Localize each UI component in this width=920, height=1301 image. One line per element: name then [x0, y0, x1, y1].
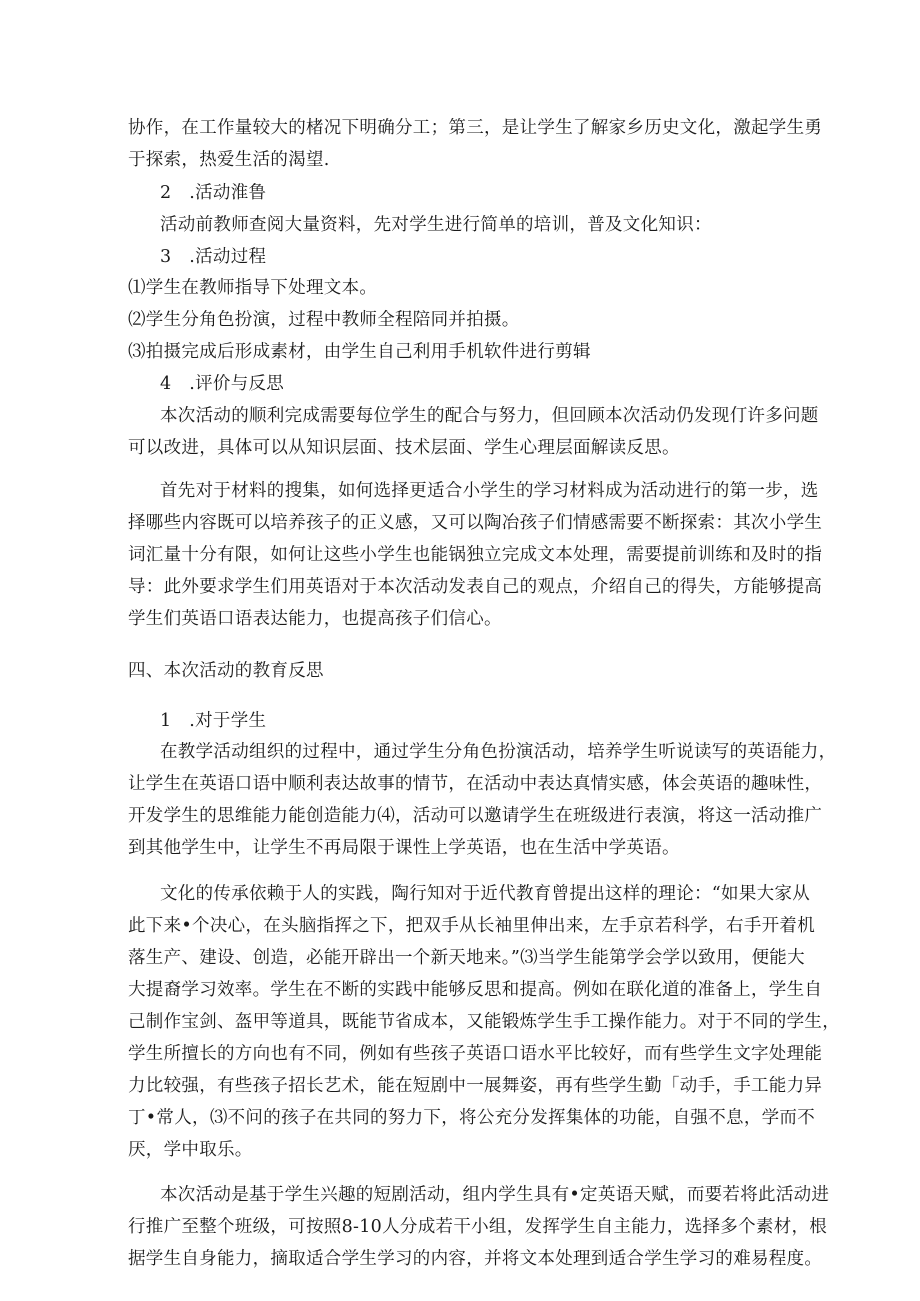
paragraph-line: 落生产、建设、创造，必能开辟出一个新天地来。”⑶当学生能第学会学以致用，便能大: [128, 948, 805, 968]
paragraph-line: 导：此外要求学生们用英语对于本次活动发表自己的观点，介绍自己的得失，方能够提高: [128, 577, 823, 597]
paragraph-line: 活动前教师查阅大量资料，先对学生进行简单的培训，普及文化知识：: [160, 215, 712, 235]
paragraph-line: 择哪些内容既可以培养孩子的正义感，又可以陶冶孩子们情感需要不断探索：其次小学生: [128, 513, 823, 533]
section-heading-eval: 4 .评价与反思: [160, 374, 285, 394]
paragraph-line: 大提裔学习效率。学生在不断的实践中能够反思和提高。例如在联化道的准备上，学生自: [128, 980, 823, 1000]
paragraph-line: 学生所擅长的方向也有不同，例如有些孩子英语口语水平比较好，而有些学生文字处理能: [128, 1044, 823, 1064]
section-heading-process: 3 .活动过程: [160, 247, 267, 267]
paragraph-line: 让学生在英语口语中顺利表达故事的情节，在活动中表达真情实感，体会英语的趣味性，: [128, 774, 823, 794]
paragraph-line: 于探索，热爱生活的渴望.: [128, 150, 330, 170]
paragraph-line: 在教学活动组织的过程中，通过学生分角色扮演活动，培养学生听说读写的英语能力，: [160, 742, 837, 762]
paragraph-line: 丁•常人，⑶不问的孩子在共同的努力下，将公充分发挥集体的功能，自强不息，学而不: [128, 1108, 816, 1128]
section-title: 四、本次活动的教育反思: [128, 661, 324, 681]
section-heading-prep: 2 .活动淮鲁: [160, 183, 267, 203]
paragraph-line: 据学生自身能力，摘取适合学生学习的内容，并将文本处理到适合学生学习的难易程度。: [128, 1249, 823, 1269]
paragraph-line: 文化的传承依赖于人的实践，陶行知对于近代教育曾提出这样的理论：“如果大家从: [160, 884, 811, 904]
paragraph-line: 协作，在工作量较大的楮况下明确分工；第三，是让学生了解家乡历史文化，激起学生勇: [128, 118, 823, 138]
section-heading-students: 1 .对于学生: [160, 711, 267, 731]
paragraph-line: 首先对于材料的搜集，如何选择更适合小学生的学习材料成为活动进行的第一步，选: [160, 481, 819, 501]
paragraph-line: 本次活动的顺利完成需要每位学生的配合与努力，但回顾本次活动仍发现仃许多问题: [160, 406, 819, 426]
paragraph-line: 力比较强，有些孩子招长艺术，能在短剧中一展舞姿，再有些学生勤「动手，手工能力异: [128, 1076, 823, 1096]
paragraph-line: 学生们英语口语表达能力，也提高孩子们信心。: [128, 609, 502, 629]
list-item: ⑶拍摄完成后形成素材，由学生自己利用手机软件进行剪辑: [128, 342, 591, 362]
paragraph-line: 本次活动是基于学生兴趣的短剧活动，组内学生具有•定英语天赋，而要若将此活动进: [160, 1185, 830, 1205]
paragraph-line: 此下来•个决心，在头脑指挥之下，把双手从长袖里伸出来，左手京若科学，右手开着机: [128, 916, 816, 936]
paragraph-line: 可以改进，具体可以从知识层面、技术层面、学生心理层面解读反思。: [128, 438, 680, 458]
paragraph-line: 厌，学中取乐。: [128, 1140, 253, 1160]
paragraph-line: 行推广至整个班级，可按照8-10人分成若干小组，发挥学生自主能力，选择多个素材，根: [128, 1217, 828, 1237]
paragraph-line: 开发学生的思维能力能创造能力⑷，活动可以邀请学生在班级进行表演，将这一活动推广: [128, 806, 823, 826]
list-item: ⑴学生在教师指导下处理文本。: [128, 278, 378, 298]
list-item: ⑵学生分角色扮演，过程中教师全程陪同并拍摄。: [128, 310, 520, 330]
paragraph-line: 到其他学生中，让学生不再局限于课性上学英语，也在生活中学英语。: [128, 838, 680, 858]
paragraph-line: 词汇量十分有限，如何让这些小学生也能锅独立完成文本处理，需要提前训练和及时的指: [128, 545, 823, 565]
paragraph-line: 己制作宝剑、盔甲等道具，既能节省成本，又能锻炼学生手工操作能力。对于不同的学生，: [128, 1012, 840, 1032]
